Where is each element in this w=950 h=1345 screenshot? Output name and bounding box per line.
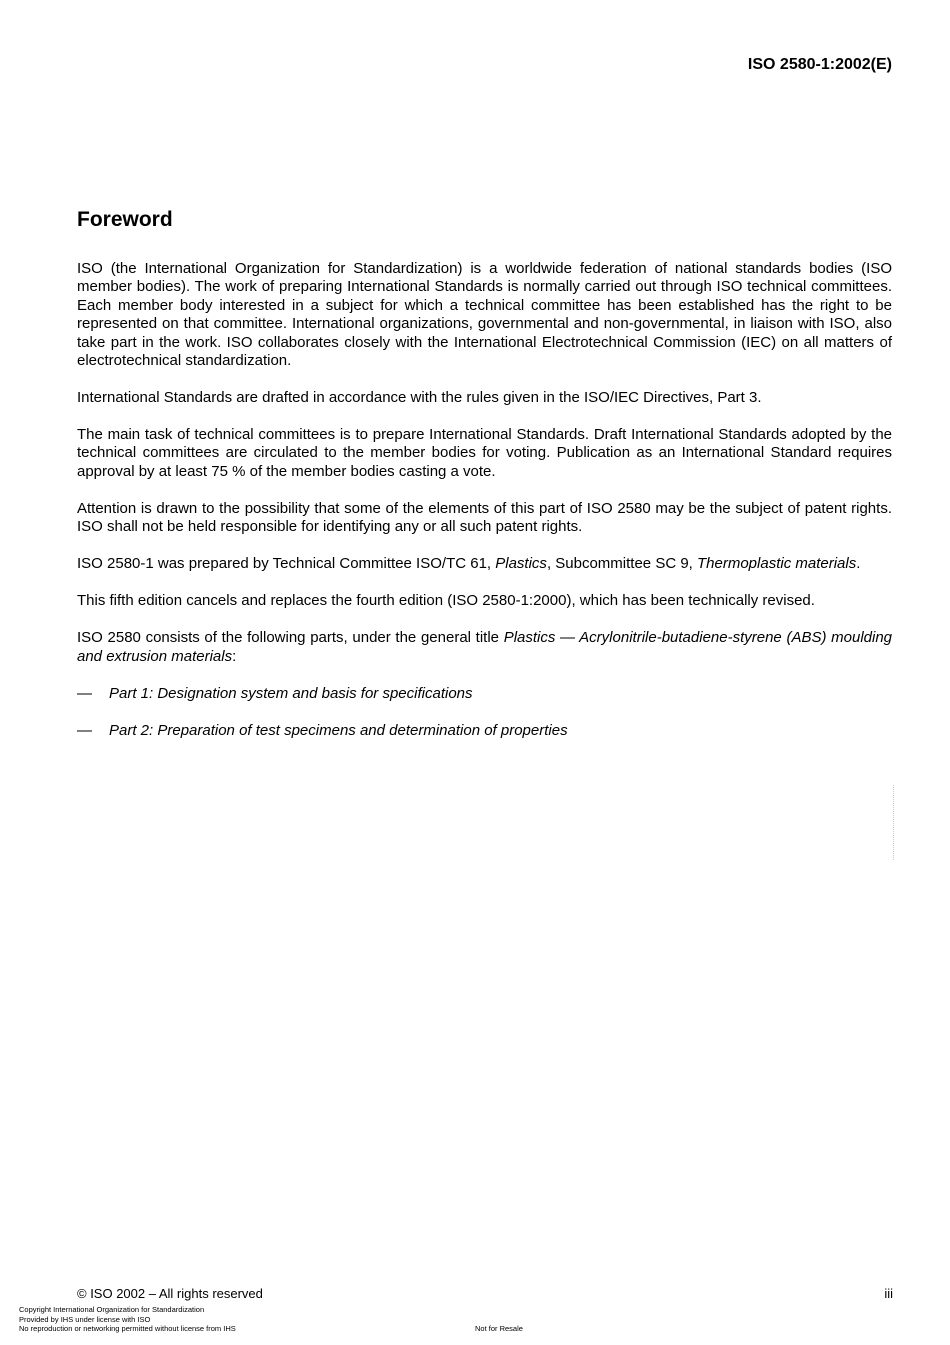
text: Plastics — Acrylonitrile-butadiene-styrene (ABS) moulding and extrusion materials — [77, 629, 893, 665]
page-number: iii — [884, 1286, 893, 1301]
text: , Subcommittee SC 9, — [546, 555, 697, 573]
text: Thermoplastic materials — [697, 555, 857, 573]
section-title: Foreword — [77, 208, 173, 231]
license-line: Copyright International Organization for Standardization — [19, 1305, 205, 1314]
dash: — — [77, 684, 92, 702]
paragraph: The main task of technical committees is to prepare International Standards. Draft International Standards adopted by the technical committees are circulated to the member bodies for voting. Publication as an International Standard requires approval by at least 75 % of the member bodies casting a vote. — [77, 426, 892, 480]
paragraph: Attention is drawn to the possibility that some of the elements of this part of ISO 2580 may be the subject of patent rights. ISO shall not be held responsible for identifying any or all such patent rights. — [77, 499, 892, 536]
text: . — [856, 555, 861, 573]
list-item — [77, 685, 892, 703]
text: : — [232, 647, 237, 665]
edition-paragraph: This fifth edition cancels and replaces the fourth edition (ISO 2580-1:2000), which has been technically revised. — [77, 592, 815, 610]
foreword-body — [77, 260, 892, 759]
footer-copyright: © ISO 2002 – All rights reserved — [77, 1286, 263, 1301]
text: Plastics — [495, 555, 547, 573]
list-item-text: Part 2: Preparation of test specimens and determination of properties — [109, 721, 568, 739]
license-line: Provided by IHS under license with ISO — [19, 1314, 151, 1324]
margin-mark — [893, 785, 895, 860]
parts-intro — [77, 629, 892, 666]
dash: — — [77, 721, 92, 739]
paragraph: International Standards are drafted in accordance with the rules given in the ISO/IEC Directives, Part 3. — [77, 389, 762, 407]
not-for-resale: Not for Resale — [475, 1324, 523, 1334]
text: ISO 2580 consists of the following parts, under the general title — [77, 629, 504, 647]
text: ISO 2580-1 was prepared by Technical Committee ISO/TC 61, — [77, 555, 496, 573]
document-id-header: ISO 2580-1:2002(E) — [747, 56, 892, 73]
list-item — [77, 722, 892, 740]
prepared-paragraph — [77, 555, 892, 573]
list-item-text: Part 1: Designation system and basis for specifications — [109, 684, 473, 702]
license-notice — [19, 1305, 236, 1334]
paragraph: ISO (the International Organization for Standardization) is a worldwide federation of national standards bodies (ISO member bodies). The work of preparing International Standards is normally carried out through ISO technical committees. Each member body interested in a subject for which a technical committee has been established has the right to be represented on that committee. International organizations, governmental and non-governmental, in liaison with ISO, also take part in the work. ISO collaborates closely with the International Electrotechnical Commission (IEC) on all matters of electrotechnical standardization. — [77, 260, 892, 370]
license-line: No reproduction or networking permitted without license from IHS — [19, 1324, 236, 1334]
